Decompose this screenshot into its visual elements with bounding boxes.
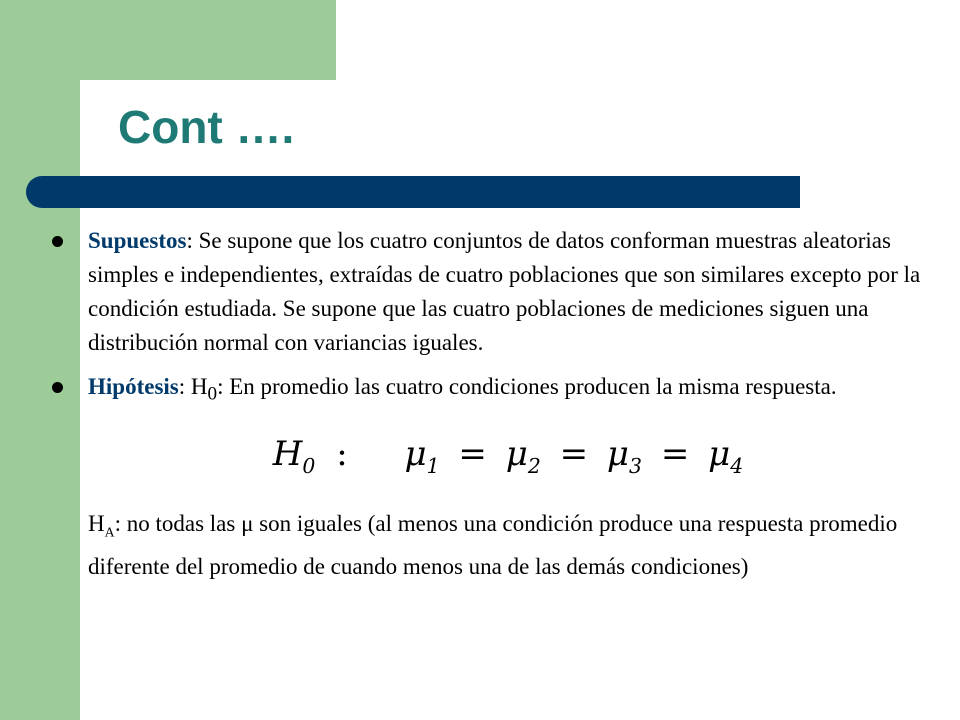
eq-h: H [272,433,303,474]
title-underline-bar [26,176,800,208]
top-green-block [80,0,336,80]
ha-h: H [88,511,105,537]
eq-mu-1: μ [404,433,427,474]
eq-mu-4: μ [708,433,731,474]
slide-content [48,224,928,584]
bullet-supuestos [48,224,928,360]
bullet-label: Supuestos [88,228,187,253]
ha-sub: A [104,524,115,540]
eq-equals-2: = [559,433,589,474]
eq-equals-1: = [458,433,487,474]
bullet-sub: 0 [207,383,218,405]
null-hypothesis-equation [88,430,928,490]
bullet-text: : En promedio las cuatro condiciones producen la misma respuesta. [217,374,837,399]
eq-sub-2: 2 [527,453,541,478]
bullet-label: Hipótesis [88,374,179,399]
slide-title: Cont …. [118,101,295,153]
eq-sub-3: 3 [629,453,643,478]
eq-colon: : [336,433,348,474]
eq-h-sub: 0 [302,453,316,478]
bullet-text: : Se supone que los cuatro conjuntos de datos conforman muestras aleatorias simples e independientes, extraídas de cuatro poblaciones que son similares excepto por la condición estudiada. Se supone que las cuatro poblaciones de mediciones siguen una distribución normal con variancias iguales. [88,228,921,355]
bullet-dot-icon [52,236,63,247]
bullet-hipotesis [48,370,928,412]
eq-mu-2: μ [505,433,528,474]
eq-equals-3: = [660,433,690,474]
eq-mu-3: μ [606,433,630,474]
eq-sub-1: 1 [426,453,440,478]
alternative-hypothesis [48,507,928,584]
eq-sub-4: 4 [730,453,744,478]
bullet-sep: : H [178,374,208,399]
bullet-dot-icon [52,382,63,393]
ha-text: : no todas las μ son iguales (al menos una condición produce una respuesta promedio diferente del promedio de cuando menos una de las demás condiciones) [88,511,898,579]
